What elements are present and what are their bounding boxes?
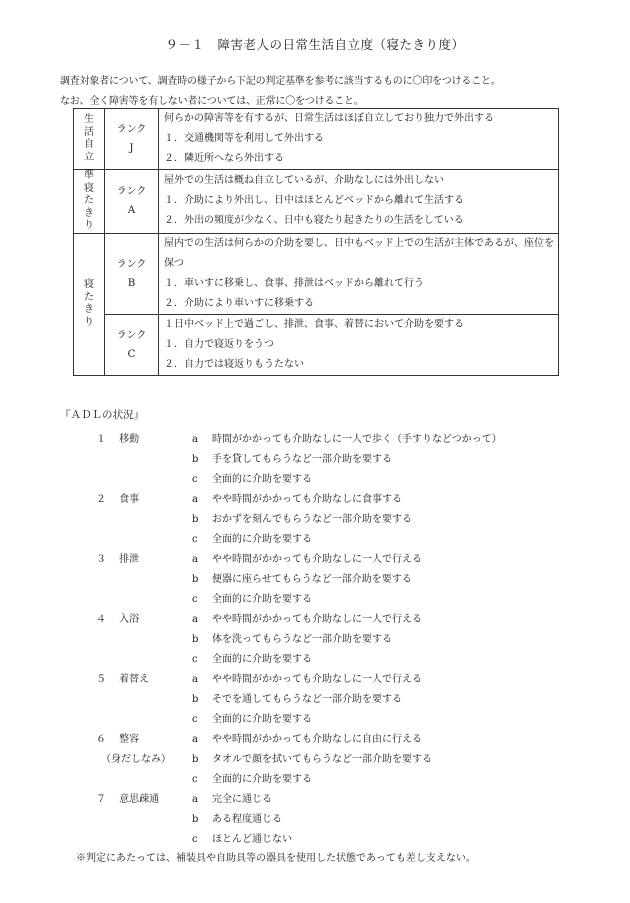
category-cell: 寝 た き り [74,233,105,375]
adl-category-label: １ 移動 [96,434,140,445]
adl-option-row [60,790,620,810]
adl-option-text: タオルで顔を拭いてもらうなど一部介助を要する [212,754,432,765]
adl-option-key: b [192,754,199,765]
adl-option-key: a [192,614,198,625]
adl-option-row [60,570,620,590]
adl-option-row [60,510,620,530]
adl-category-label: ３ 排泄 [96,554,140,565]
adl-option-row [60,490,620,510]
category-cell: 生 活 自 立 [74,109,105,170]
adl-option-text: 全面的に介助を要する [212,594,312,605]
adl-option-text: やや時間がかかっても介助なしに自由に行える [212,734,422,745]
adl-option-key: a [192,434,198,445]
adl-option-row [60,670,620,690]
rank-cell: ランク C [105,314,159,375]
page-title: ９－１ 障害老人の日常生活自立度（寝たきり度） [165,37,465,52]
adl-option-key: b [192,634,199,645]
adl-option-row [60,450,620,470]
rank-description: 屋内での生活は何らかの介助を要し、日中もベッド上での生活が主体であるが、座位を保つ １．車いすに移乗し、食事、排泄はベッドから離れて行う ２．介助により車いすに移乗する [159,233,559,314]
adl-option-row [60,610,620,630]
adl-option-key: c [192,774,198,785]
adl-list [60,430,620,850]
adl-option-key: c [192,834,198,845]
adl-option-text: 便器に座らせてもらうなど一部介助を要する [212,574,412,585]
category-cell: 準 寝 た き り [74,170,105,234]
adl-option-text: そでを通してもらうなど一部介助を要する [212,694,402,705]
adl-category-label: ２ 食事 [96,494,140,505]
rank-a-row [74,170,559,234]
adl-option-row [60,770,620,790]
adl-option-key: a [192,494,198,505]
instruction-line: なお、全く障害等を有しない者については、正常に〇をつけること。 [60,96,364,107]
adl-option-key: b [192,454,199,465]
rank-description: 屋外での生活は概ね自立しているが、介助なしには外出しない １．介助により外出し、日中はほとんどベッドから離れて生活する ２．外出の頻度が少なく、日中も寝たり起きたりの生活をしている [159,170,559,234]
adl-option-row [60,750,620,770]
instruction-line: 調査対象者について、調査時の様子から下記の判定基準を参考に該当するものに〇印をつけること。 [60,76,501,87]
adl-option-text: 時間がかかっても介助なしに一人で歩く（手すりなどつかって） [212,434,502,445]
adl-option-row [60,630,620,650]
adl-option-row [60,690,620,710]
adl-option-text: おかずを刻んでもらうなど一部介助を要する [212,514,412,525]
adl-category-label: ４ 入浴 [96,614,140,625]
adl-option-key: b [192,694,199,705]
adl-category-label: ６ 整容 [96,734,140,745]
adl-category-label: ７ 意思疎通 [96,794,160,805]
adl-option-text: 全面的に介助を要する [212,474,312,485]
adl-option-key: b [192,514,199,525]
adl-option-key: a [192,734,198,745]
adl-option-text: 全面的に介助を要する [212,534,312,545]
adl-option-row [60,650,620,670]
adl-option-text: やや時間がかかっても介助なしに一人で行える [212,554,422,565]
adl-option-key: c [192,714,198,725]
adl-option-text: ほとんど通じない [212,834,292,845]
adl-section-title: 『ＡＤＬの状況』 [60,409,144,421]
rank-cell: ランク J [105,109,159,170]
adl-option-key: b [192,814,199,825]
adl-option-key: a [192,554,198,565]
adl-option-row [60,430,620,450]
rank-cell: ランク A [105,170,159,234]
adl-option-text: 全面的に介助を要する [212,714,312,725]
adl-category-sublabel: （身だしなみ） [101,754,171,765]
adl-option-text: 手を貸してもらうなど一部介助を要する [212,454,392,465]
adl-option-row [60,550,620,570]
adl-option-row [60,590,620,610]
adl-option-text: やや時間がかかっても介助なしに一人で行える [212,674,422,685]
adl-option-row [60,530,620,550]
adl-option-key: c [192,594,198,605]
adl-option-text: やや時間がかかっても介助なしに一人で行える [212,614,422,625]
rank-description: 何らかの障害等を有するが、日常生活はほぼ自立しており独力で外出する １．交通機関等を利用して外出する ２．隣近所へなら外出する [159,109,559,170]
rank-cell: ランク B [105,233,159,314]
adl-option-row [60,710,620,730]
adl-option-text: 完全に通じる [212,794,272,805]
adl-option-row [60,810,620,830]
adl-category-label: ５ 着替え [96,674,150,685]
rank-c-row [74,314,559,375]
adl-option-key: c [192,654,198,665]
adl-option-text: 全面的に介助を要する [212,654,312,665]
rank-b-row [74,233,559,314]
adl-option-key: c [192,474,198,485]
adl-option-key: a [192,794,198,805]
adl-option-key: c [192,534,198,545]
footnote: ※判定にあたっては、補装具や自助具等の器具を使用した状態であっても差し支えない。 [76,853,476,864]
rank-description: １日中ベッド上で過ごし、排泄、食事、着替において介助を要する １．自力で寝返りをうつ ２．自力では寝返りもうたない [159,314,559,375]
adl-option-row [60,730,620,750]
adl-option-text: ある程度通じる [212,814,282,825]
adl-option-key: b [192,574,199,585]
adl-option-text: 全面的に介助を要する [212,774,312,785]
adl-option-row [60,470,620,490]
adl-option-text: やや時間がかかっても介助なしに食事する [212,494,402,505]
adl-option-text: 体を洗ってもらうなど一部介助を要する [212,634,392,645]
adl-option-key: a [192,674,198,685]
adl-option-row [60,830,620,850]
rank-j-row [74,109,559,170]
instructions [60,72,501,112]
independence-level-table [73,108,559,376]
